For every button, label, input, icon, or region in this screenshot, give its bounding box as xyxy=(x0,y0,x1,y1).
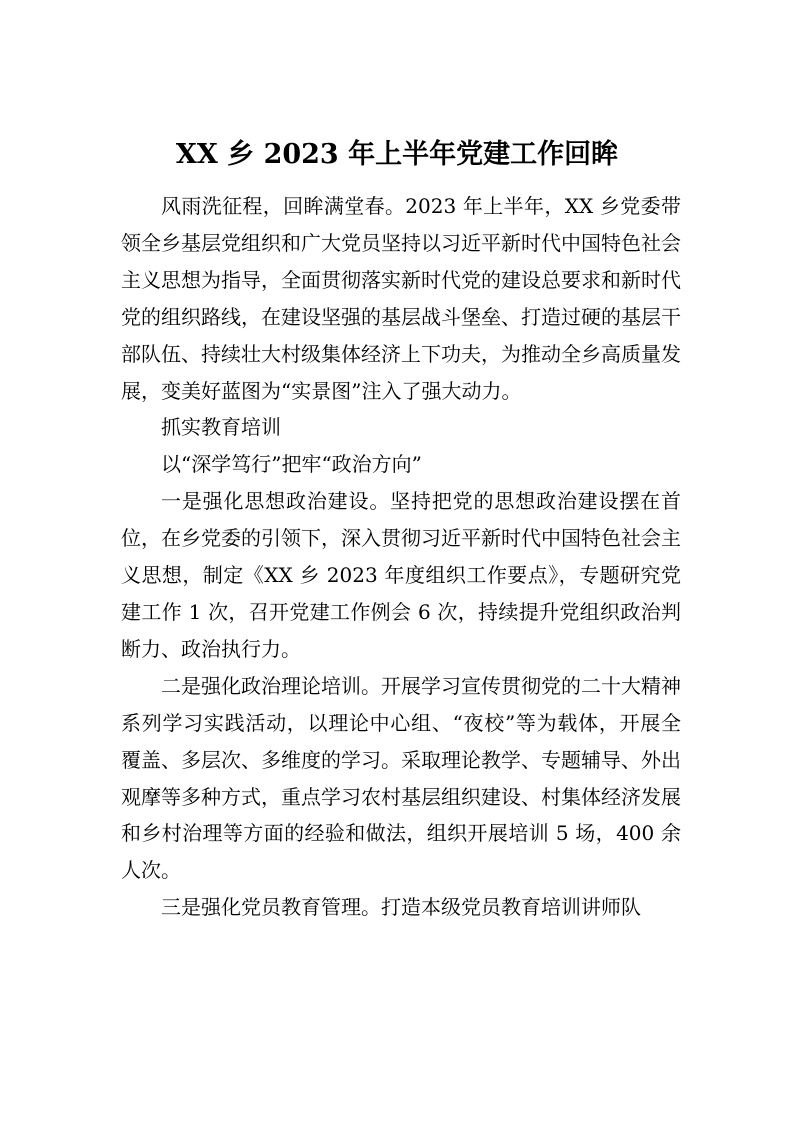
section-heading: 抓实教育培训 xyxy=(161,415,281,440)
intro-paragraph: 风雨洗征程，回眸满堂春。2023 年上半年，XX 乡党委带领全乡基层党组织和广大党员坚持以习近平新时代中国特色社会主义思想为指导，全面贯彻落实新时代党的建设总要求和新时代党的组织路线，在建设坚强的基层战斗堡垒、打造过硬的基层干部队伍、持续壮大村级集体经济上下功夫，为推动全乡高质量发展，变美好蓝图为“实景图”注入了强大动力。 xyxy=(121,194,681,403)
point-three-paragraph: 三是强化党员教育管理。打造本级党员教育培训讲师队 xyxy=(161,895,641,920)
document-title: XX 乡 2023 年上半年党建工作回眸 xyxy=(175,139,619,170)
point-two-paragraph: 二是强化政治理论培训。开展学习宣传贯彻党的二十大精神系列学习实践活动，以理论中心组、“夜校”等为载体，开展全覆盖、多层次、多维度的学习。采取理论教学、专题辅导、外出观摩等多种方式，重点学习农村基层组织建设、村集体经济发展和乡村治理等方面的经验和做法，组织开展培训 5 场，400 余人次。 xyxy=(121,673,681,883)
document-body xyxy=(121,188,681,926)
point-one-paragraph: 一是强化思想政治建设。坚持把党的思想政治建设摆在首位，在乡党委的引领下，深入贯彻习近平新时代中国特色社会主义思想，制定《XX 乡 2023 年度组织工作要点》，专题研究党建工作 1 次，召开党建工作例会 6 次，持续提升党组织政治判断力、政治执行力。 xyxy=(121,489,681,661)
section-subheading: 以“深学笃行”把牢“政治方向” xyxy=(161,452,422,477)
